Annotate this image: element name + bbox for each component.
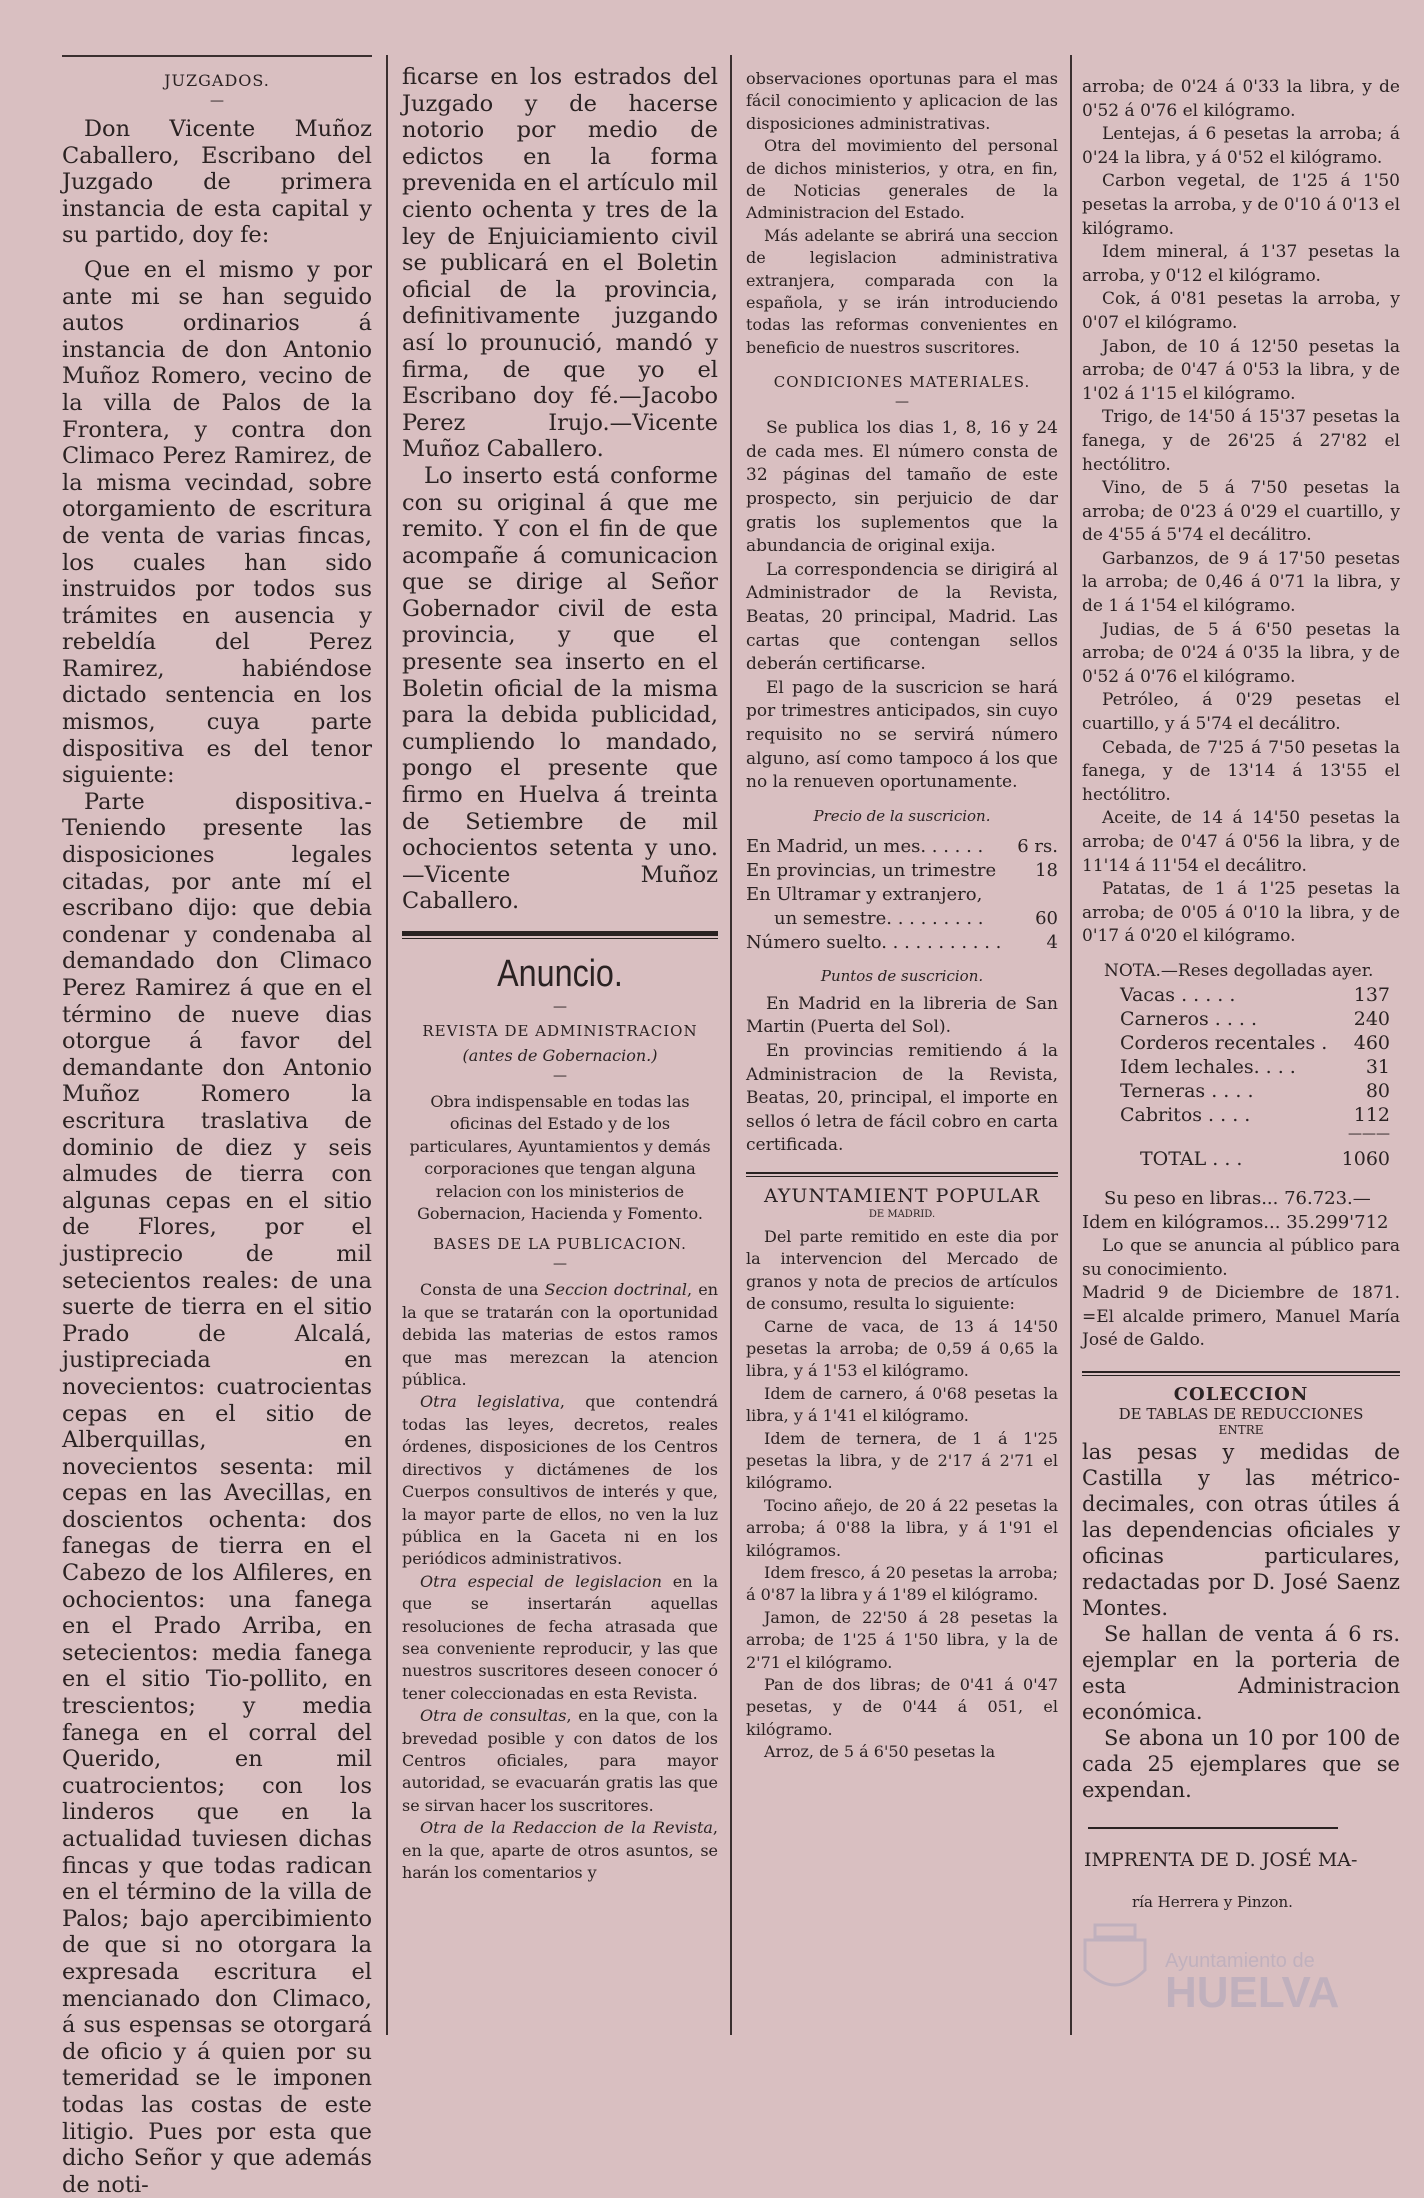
price-row: En Ultramar y extranjero,	[746, 883, 983, 905]
imprenta-line-2: ría Herrera y Pinzon.	[1132, 1892, 1293, 1911]
base-item: Otra especial de legislacion en la que se insertarán aquellas resoluciones de fecha atrasada que sea conveniente reproducir, y las que nuestros suscritores deseen conocer ó tener coleccionadas en esta Revista.	[402, 1571, 719, 1703]
anuncio-title: Anuncio.	[497, 953, 623, 995]
reses-row: Terneras . . . . 80	[1120, 1079, 1390, 1102]
paragraph: Se publica los dias 1, 8, 16 y 24 de cada mes. El número consta de 32 páginas del tamaño de este prospecto, sin perjuicio de dar gratis los suplementos que la abundancia de original exija.	[746, 418, 1058, 557]
ayuntamiento-subtitle: DE MADRID.	[868, 1208, 936, 1220]
peso-kilogramos: Idem en kilógramos... 35.299'712	[1082, 1211, 1389, 1233]
base-item: Otra de la Redaccion de la Revista, en la que, aparte de otros asuntos, se harán los comentarios y	[402, 1818, 718, 1882]
paragraph: Carbon vegetal, de 1'25 á 1'50 pesetas la arroba, y de 0'10 á 0'13 el kilógramo.	[1082, 171, 1400, 239]
ayuntamiento-body	[746, 1226, 1058, 1764]
paragraph: Cebada, de 7'25 á 7'50 pesetas la fanega, y de 13'14 á 13'55 el hectólitro.	[1082, 737, 1400, 805]
paragraph: Carne de vaca, de 13 á 14'50 pesetas la arroba; de 0,59 á 0,65 la libra, y á 1'53 el kilógramo.	[746, 1316, 1058, 1381]
paragraph: Pan de dos libras; de 0'41 á 0'47 pesetas, y de 0'44 á 051, el kilógramo.	[746, 1675, 1058, 1739]
base-item: Otra legislativa, que contendrá todas las leyes, decretos, reales órdenes, disposiciones de los Centros directivos y dictámenes de los Cuerpos consultivos de interés y que, la mayor parte de ellos, no ven la luz pública en la Gaceta ni en los periódicos administrativos.	[402, 1392, 718, 1569]
puntos-body	[746, 993, 1058, 1158]
column-3: observaciones oportunas para el mas fácil conocimiento y aplicacion de las disposiciones administrativas. Otra del movimiento del personal de dichos ministerios, y otra, en fin, de Noticias generales de la Administracion del Estado. Más adelante se abrirá una seccion de legislacion administrativa extranjera, comparada con la española, y se irán introduciendo todas las reformas convenientes en beneficio de nuestros suscritores. CONDICIONES MATERIALES. — Se publica los dias 1, 8, 16 y 24 de cada mes. El número consta de 32 páginas del tamaño de este prospecto, sin perjuicio de dar gratis los suplementos que la abundancia de original exija. La correspondencia se dirigirá al Administrador de la Revista, Beatas, 20 principal, Madrid. Las cartas que contengan sellos deberán certificarse. El pago de la suscricion se hará por trimestres anticipados, sin cuyo requisito no se servirá número alguno, así como tampoco á los que no la renueven oportunamente. Precio de la suscricion. En Madrid, un mes. . . . . . 6 rs. En provincias, un trimestre 18 En Ultramar y extranjero, un semestre. . . . . . . . . 60 Número suelto. . . . . . . . . . . 4 Puntos de suscricion. En Madrid en la libreria de San Martin (Puerta del Sol). En provincias remitiendo á la Administracion de la Revista, Beatas, 20, principal, el importe en sellos ó letra de fácil cobro en carta certificada. AYUNTAMIENT POPULAR DE MADRID. Del parte remitido en este dia por la intervencion del Mercado de granos y nota de precios de artículos de consumo, resulta lo siguiente: Carne de vaca, de 13 á 14'50 pesetas la arroba; de 0,59 á 0,65 la libra, y á 1'53 el kilógramo. Idem de carnero, á 0'68 pesetas la libra, y á 1'41 el kilógramo. Idem de ternera, de 1 á 1'25 pesetas la libra, y de 2'17 á 2'71 el kilógramo. Tocino añejo, de 20 á 22 pesetas la arroba; á 0'88 la libra, y á 1'91 el kilógramos. Idem fresco, á 20 pesetas la arroba; á 0'87 la libra y á 1'89 el kilógramo. Jamon, de 22'50 á 28 pesetas la arroba; de 1'25 á 1'50 libra, y la de 2'71 el kilógramo. Pan de dos libras; de 0'41 á 0'47 pesetas, y de 0'44 á 051, el kilógramo. Arroz, de 5 á 6'50 pesetas la	[746, 68, 1058, 1764]
paragraph: Aceite, de 14 á 14'50 pesetas la arroba; de 0'47 á 0'56 la libra, y de 11'14 á 11'54 el decálitro.	[1082, 808, 1400, 876]
paragraph: observaciones oportunas para el mas fácil conocimiento y aplicacion de las disposiciones administrativas.	[746, 69, 1058, 133]
juzgados-body	[62, 116, 372, 2198]
coat-of-arms-icon	[1080, 1920, 1150, 2000]
coleccion-entre: ENTRE	[1218, 1422, 1264, 1437]
juzgados-continued	[402, 64, 718, 915]
paragraph: Don Vicente Muñoz Caballero, Escribano del Juzgado de primera instancia de esta capital y su partido, doy fe:	[62, 116, 372, 249]
section-rule	[1082, 1371, 1400, 1376]
venta-text: Se hallan de venta á 6 rs. ejemplar en la porteria de esta Administracion económica.	[1082, 1621, 1400, 1724]
ayuntamiento-title: AYUNTAMIENT POPULAR	[763, 1184, 1041, 1207]
paragraph: Jabon, de 10 á 12'50 pesetas la arroba; de 0'47 á 0'53 la libra, y de 1'02 á 1'15 el kilógramo.	[1082, 336, 1400, 404]
paragraph: Idem de carnero, á 0'68 pesetas la libra, y á 1'41 el kilógramo.	[746, 1383, 1058, 1426]
paragraph: Otra del movimiento del personal de dichos ministerios, y otra, en fin, de Noticias generales de la Administracion del Estado.	[746, 136, 1058, 223]
paragraph: ficarse en los estrados del Juzgado y de hacerse notorio por medio de edictos en la forma prevenida en el artículo mil ciento ochenta y tres de la ley de Enjuiciamiento civil se publicará en el Boletin oficial de la provincia, definitivamente juzgando así lo prounució, mandó y firma, de que yo el Escribano doy fé.—Jacobo Perez Irujo.—Vicente Muñoz Caballero.	[402, 64, 718, 463]
base-item: Otra de consultas, en la que, con la brevedad posible y con datos de los Centros oficiales, para mayor autoridad, se evacuarán gratis las que se sirvan hacer los suscritores.	[402, 1706, 719, 1815]
watermark-line2: HUELVA	[1165, 1968, 1340, 2017]
peso-libras: Su peso en libras... 76.723.—	[1104, 1187, 1371, 1209]
reses-table: Vacas . . . . . 137 Carneros . . . . 240 Corderos recentales . 460 Idem lechales. . . . 31 Terneras . . . . 80 Cabritos . . . . 112 ——— TOTAL . . . 1060	[1082, 983, 1400, 1171]
paragraph: Vino, de 5 á 7'50 pesetas la arroba; de 0'23 á 0'29 el cuartillo, y de 4'55 á 5'74 el decálitro.	[1082, 478, 1400, 546]
paragraph: En provincias remitiendo á la Administracion de la Revista, Beatas, 20, principal, el importe en sellos ó letra de fácil cobro en carta certificada.	[746, 1040, 1058, 1156]
watermark-line1: Ayuntamiento de	[1165, 1950, 1315, 1972]
paragraph: Parte dispositiva.-Teniendo presente las disposiciones legales citadas, por ante mí el escribano dijo: que debia condenar y condenaba al demandado don Climaco Perez Ramirez á que en el término de nueve dias otorgue á favor del demandante don Antonio Muñoz Romero la escritura traslativa de dominio de diez y seis almudes de tierra con algunas cepas en el sitio de Flores, por el justiprecio de mil setecientos reales: de una suerte de tierra en el sitio Prado de Alcalá, justipreciada en novecientos: cuatrocientas cepas en el sitio de Alberquillas, en novecientos sesenta: mil cepas en las Avecillas, en doscientos ochenta: dos fanegas de tierra en el Cabezo de los Alfileres, en ochocientos: una fanega en el Prado Arriba, en setecientos: media fanega en el sitio Tio-pollito, en trescientos; y media fanega en el corral del Querido, en mil cuatrocientos; con los linderos que en la actualidad tuviesen dichas fincas y que todas radican en el término de la villa de Palos; bajo apercibimiento de que si no otorgara la expresada escritura el mencianado don Climaco, á sus espensas se otorgará de oficio y á quien por su temeridad se le imponen todas las costas de este litigio. Pues por esta que dicho Señor y que además de noti-	[62, 788, 372, 2198]
coleccion-title: COLECCION	[1173, 1383, 1309, 1405]
reses-total: TOTAL . . . 1060	[1140, 1147, 1390, 1170]
reses-row: Idem lechales. . . . 31	[1120, 1055, 1390, 1078]
revista-title: REVISTA DE ADMINISTRACION	[422, 1022, 698, 1040]
juzgados-heading: JUZGADOS.	[164, 71, 270, 90]
revista-description: Obra indispensable en todas las oficinas del Estado y de los particulares, Ayuntamientos y demás corporaciones que tengan alguna relacion con los ministerios de Gobernacion, Hacienda y Fomento.	[409, 1092, 711, 1224]
bases-title: BASES DE LA PUBLICACION.	[433, 1235, 687, 1254]
condiciones-body	[746, 417, 1058, 795]
precio-table	[746, 835, 1058, 955]
paragraph: Idem fresco, á 20 pesetas la arroba; á 0'87 la libra y á 1'89 el kilógramo.	[746, 1563, 1058, 1605]
paragraph: Petróleo, á 0'29 pesetas el cuartillo, y á 5'74 el decálitro.	[1082, 690, 1400, 735]
paragraph: Trigo, de 14'50 á 15'37 pesetas la fanega, y de 26'25 á 27'82 el hectólitro.	[1082, 407, 1400, 475]
paragraph: Idem mineral, á 1'37 pesetas la arroba, y 0'12 el kilógramo.	[1082, 242, 1400, 286]
coleccion-text: las pesas y medidas de Castilla y las métrico-decimales, con otras útiles á las dependencias oficiales y oficinas particulares, redactadas por D. José Saenz Montes.	[1082, 1439, 1400, 1620]
paragraph: Del parte remitido en este dia por la intervencion del Mercado de granos y nota de precios de artículos de consumo, resulta lo siguiente:	[746, 1226, 1058, 1314]
price-row: En provincias, un trimestre 18	[746, 859, 1058, 881]
section-rule	[746, 1172, 1058, 1177]
paragraph: La correspondencia se dirigirá al Administrador de la Revista, Beatas, 20 principal, Madrid. Las cartas que contengan sellos deberán certificarse.	[746, 559, 1058, 675]
column-divider	[730, 55, 732, 2035]
reses-row: Carneros . . . . 240	[1120, 1007, 1390, 1030]
column-4	[1082, 76, 1400, 1911]
abona-text: Se abona un 10 por 100 de cada 25 ejemplares que se expendan.	[1082, 1725, 1400, 1802]
base-item: Consta de una Seccion doctrinal, en la que se tratarán con la oportunidad debida las materias de estos ramos que mas merezcan la atencion pública.	[402, 1280, 718, 1390]
anuncio-publico: Lo que se anuncia al público para su conocimiento.	[1082, 1235, 1400, 1280]
paragraph: Idem de ternera, de 1 á 1'25 pesetas la libra, y de 2'17 á 2'71 el kilógramo.	[746, 1428, 1058, 1493]
price-row: un semestre. . . . . . . . . 60	[774, 907, 1058, 929]
paragraph: Tocino añejo, de 20 á 22 pesetas la arroba; á 0'88 la libra, y á 1'91 el kilógramos.	[746, 1495, 1058, 1560]
column-divider	[386, 55, 388, 2035]
nota-title: NOTA.—Reses degolladas ayer.	[1104, 960, 1374, 981]
paragraph: Arroz, de 5 á 6'50 pesetas la	[764, 1742, 996, 1762]
paragraph: Que en el mismo y por ante mi se han seguido autos ordinarios á instancia de don Antonio Muñoz Romero, vecino de la villa de Palos de la Frontera, y contra don Climaco Perez Ramirez, de la misma vecindad, sobre otorgamiento de escritura de venta de varias fincas, los cuales han sido instruidos por todos sus trámites en ausencia y rebeldía del Perez Ramirez, habiéndose dictado sentencia en los mismos, cuya parte dispositiva es del tenor siguiente:	[62, 256, 372, 789]
column-2: ficarse en los estrados del Juzgado y de hacerse notorio por medio de edictos en la forma prevenida en el artículo mil ciento ochenta y tres de la ley de Enjuiciamiento civil se publicará en el Boletin oficial de la provincia, definitivamente juzgando así lo prounució, mandó y firma, de que yo el Escribano doy fé.—Jacobo Perez Irujo.—Vicente Muñoz Caballero. Lo inserto está conforme con su original á que me remito. Y con el fin de que acompañe á comunicacion que se dirige al Señor Gobernador civil de esta provincia, y que el presente sea inserto en el Boletin oficial de la misma para la debida publicidad, cumpliendo lo mandado, pongo el presente que firmo en Huelva á treinta de Setiembre de mil ochocientos setenta y uno.—Vicente Muñoz Caballero. Anuncio. — REVISTA DE ADMINISTRACION (antes de Gobernacion.) — Obra indispensable en todas las oficinas del Estado y de los particulares, Ayuntamientos y demás corporaciones que tengan alguna relacion con los ministerios de Gobernacion, Hacienda y Fomento. BASES DE LA PUBLICACION. — Consta de una Seccion doctrinal, en la que se tratarán con la oportunidad debida las materias de estos ramos que mas merezcan la atencion pública. Otra legislativa, que contendrá todas las leyes, decretos, reales órdenes, disposiciones de los Centros directivos y dictámenes de los Cuerpos consultivos de interés y que, la mayor parte de ellos, no ven la luz pública en la Gaceta ni en los periódicos administrativos. Otra especial de legislacion en la que se insertarán aquellas resoluciones de fecha atrasada que sea conveniente reproducir, y las que nuestros suscritores deseen conocer ó tener coleccionadas en esta Revista. Otra de consultas, en la que, con la brevedad posible y con datos de los Centros oficiales, para mayor autoridad, se evacuarán gratis las que se sirvan hacer los suscritores. Otra de la Redaccion de la Revista, en la que, aparte de otros asuntos, se harán los comentarios y	[402, 64, 718, 1884]
watermark-logo	[1080, 1840, 1380, 2020]
paragraph: Cok, á 0'81 pesetas la arroba, y 0'07 el kilógramo.	[1082, 289, 1400, 333]
column-divider	[1070, 55, 1072, 2035]
revista-subtitle: (antes de Gobernacion.)	[462, 1046, 658, 1065]
imprenta-line-1: IMPRENTA DE D. JOSÉ MA-	[1084, 1848, 1358, 1871]
precio-title: Precio de la suscricion.	[813, 806, 991, 825]
puntos-title: Puntos de suscricion.	[820, 966, 984, 985]
precios-continued	[1082, 76, 1400, 949]
reses-row: Corderos recentales . 460	[1120, 1031, 1390, 1054]
column-1: JUZGADOS. — Don Vicente Muñoz Caballero, Escribano del Juzgado de primera instancia de esta capital y su partido, doy fe: Que en el mismo y por ante mi se han seguido autos ordinarios á instancia de don Antonio Muñoz Romero, vecino de la villa de Palos de la Frontera, y contra don Climaco Perez Ramirez, de la misma vecindad, sobre otorgamiento de escritura de venta de varias fincas, los cuales han sido instruidos por todos sus trámites en ausencia y rebeldía del Perez Ramirez, habiéndose dictado sentencia en los mismos, cuya parte dispositiva es del tenor siguiente: Parte dispositiva.-Teniendo presente las disposiciones legales citadas, por ante mí el escribano dijo: que debia condenar y condenaba al demandado don Climaco Perez Ramirez á que en el término de nueve dias otorgue á favor del demandante don Antonio Muñoz Romero la escritura traslativa de dominio de diez y seis almudes de tierra con algunas cepas en el sitio de Flores, por el justiprecio de mil setecientos reales: de una suerte de tierra en el sitio Prado de Alcalá, justipreciada en novecientos: cuatrocientas cepas en el sitio de Alberquillas, en novecientos sesenta: mil cepas en las Avecillas, en doscientos ochenta: dos fanegas de tierra en el Cabezo de los Alfileres, en ochocientos: una fanega en el Prado Arriba, en setecientos: media fanega en el sitio Tio-pollito, en trescientos; y media fanega en el corral del Querido, en mil cuatrocientos; con los linderos que en la actualidad tuviesen dichas fincas y que todas radican en el término de la villa de Palos; bajo apercibimiento de que si no otorgara la expresada escritura el mencianado don Climaco, á sus espensas se otorgará de oficio y á quien por su temeridad se le imponen todas las costas de este litigio. Pues por esta que dicho Señor y que además de noti-	[62, 55, 372, 2198]
top-rule	[62, 55, 372, 57]
paragraph: Más adelante se abrirá una seccion de legislacion administrativa extranjera, comparada con la española, y se irán introduciendo todas las reformas convenientes en beneficio de nuestros suscritores.	[746, 225, 1058, 357]
paragraph: Lo inserto está conforme con su original á que me remito. Y con el fin de que acompañe á comunicacion que se dirige al Señor Gobernador civil de esta provincia, y que el presente sea inserto en el Boletin oficial de la misma para la debida publicidad, cumpliendo lo mandado, pongo el presente que firmo en Huelva á treinta de Setiembre de mil ochocientos setenta y uno.—Vicente Muñoz Caballero.	[402, 462, 718, 915]
paragraph: Judias, de 5 á 6'50 pesetas la arroba; de 0'24 á 0'35 la libra, y de 0'52 á 0'76 el kilógramo.	[1082, 619, 1400, 687]
reses-row: Vacas . . . . . 137	[1120, 983, 1390, 1006]
bases-list	[402, 1279, 718, 1884]
paragraph: Garbanzos, de 9 á 17'50 pesetas la arroba; de 0,46 á 0'71 la libra, y de 1 á 1'54 el kilógramo.	[1082, 548, 1400, 617]
paragraph: Patatas, de 1 á 1'25 pesetas la arroba; de 0'05 á 0'10 la libra, y de 0'17 á 0'20 el kilógramo.	[1082, 879, 1400, 947]
paragraph: Lentejas, á 6 pesetas la arroba; á 0'24 la libra, y á 0'52 el kilógramo.	[1082, 124, 1400, 168]
reses-row: Cabritos . . . . 112	[1120, 1103, 1390, 1126]
paragraph: En Madrid en la libreria de San Martin (Puerta del Sol).	[746, 993, 1058, 1038]
revista-continued	[746, 68, 1058, 359]
section-rule	[402, 931, 718, 939]
price-row: En Madrid, un mes. . . . . . 6 rs.	[746, 835, 1058, 857]
fecha-firma: Madrid 9 de Diciembre de 1871. =El alcalde primero, Manuel María José de Galdo.	[1082, 1283, 1400, 1351]
paragraph: arroba; de 0'24 á 0'33 la libra, y de 0'52 á 0'76 el kilógramo.	[1082, 77, 1400, 121]
paragraph: El pago de la suscricion se hará por trimestres anticipados, sin cuyo requisito no se servirá número alguno, así como tampoco á los que no la renueven oportunamente.	[746, 677, 1058, 793]
price-row: Número suelto. . . . . . . . . . . 4	[746, 931, 1058, 953]
paragraph: Jamon, de 22'50 á 28 pesetas la arroba; de 1'25 á 1'50 libra, y la de 2'71 el kilógramo.	[746, 1607, 1058, 1672]
coleccion-subtitle: DE TABLAS DE REDUCCIONES	[1118, 1404, 1364, 1423]
condiciones-title: CONDICIONES MATERIALES.	[773, 373, 1031, 392]
